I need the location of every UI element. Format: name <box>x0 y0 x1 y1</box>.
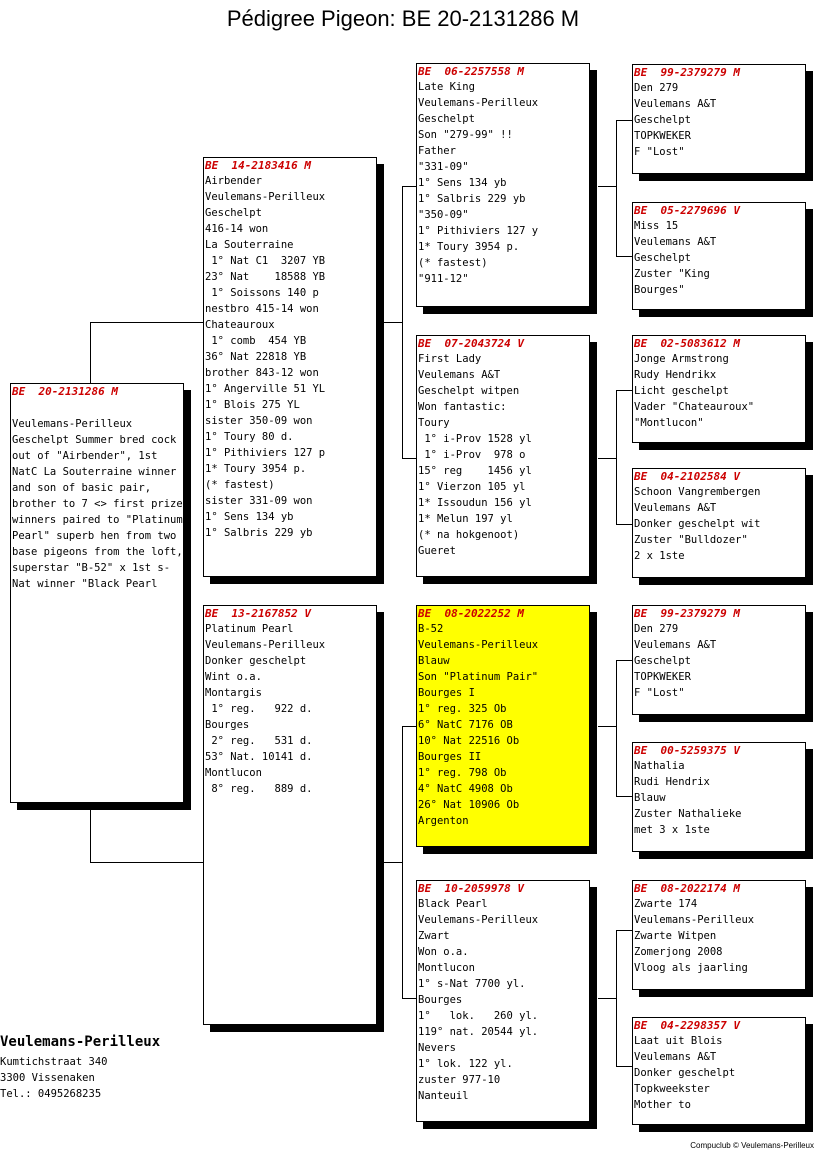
gg-card[interactable] <box>632 742 806 852</box>
text-line: Father <box>418 145 456 157</box>
breeder-phone: Tel.: 0495268235 <box>0 1088 102 1100</box>
text-line: 1° Salbris 229 yb <box>418 193 526 205</box>
gg-card[interactable] <box>632 605 806 715</box>
text-line: 10° Nat 22516 Ob <box>418 735 520 747</box>
text-line: Bourges <box>418 994 463 1006</box>
text-line: 1° s-Nat 7700 yl. <box>418 978 526 990</box>
text-line: Bourges" <box>634 284 685 296</box>
dam-sire-text <box>417 621 589 829</box>
text-line: Veulemans-Perilleux <box>634 914 755 926</box>
text-line: Wint o.a. <box>205 671 262 683</box>
text-line: 8° reg. 889 d. <box>205 783 313 795</box>
breeder-city: 3300 Vissenaken <box>0 1072 95 1084</box>
gg-card[interactable] <box>632 335 806 443</box>
connector <box>402 458 417 459</box>
text-line: F "Lost" <box>634 146 685 158</box>
text-line: "Montlucon" <box>634 417 704 429</box>
text-line: 119° nat. 20544 yl. <box>418 1026 539 1038</box>
text-line: 2° reg. 531 d. <box>205 735 313 747</box>
text-line: 1* Toury 3954 p. <box>205 463 307 475</box>
ring-number: BE 07-2043724 V <box>418 337 524 350</box>
text-line: Black Pearl <box>418 898 488 910</box>
text-line: Geschelpt <box>634 655 691 667</box>
text-line: sister 331-09 won <box>205 495 313 507</box>
text-line: Nathalia <box>634 760 685 772</box>
connector <box>616 390 617 524</box>
connector <box>402 998 417 999</box>
text-line: TOPKWEKER <box>634 130 691 142</box>
ring-number: BE 05-2279696 V <box>634 204 740 217</box>
connector <box>90 322 204 323</box>
ring-number: BE 10-2059978 V <box>418 882 524 895</box>
connector <box>90 862 204 863</box>
text-line: Veulemans-Perilleux <box>205 639 326 651</box>
text-line: Geschelpt witpen <box>418 385 520 397</box>
text-line: Vloog als jaarling <box>634 962 748 974</box>
ring-number: BE 00-5259375 V <box>634 744 740 757</box>
subject-card[interactable] <box>10 383 184 803</box>
text-line: Montlucon <box>205 767 262 779</box>
text-line: Geschelpt <box>418 113 475 125</box>
text-line: met 3 x 1ste <box>634 824 710 836</box>
text-line: 1° comb 454 YB <box>205 335 307 347</box>
text-line: Vader "Chateauroux" <box>634 401 755 413</box>
text-line: Gueret <box>418 545 456 557</box>
ring-number: BE 02-5083612 M <box>634 337 740 350</box>
dam-sire-card[interactable] <box>416 605 590 847</box>
text-line: Zomerjong 2008 <box>634 946 723 958</box>
text-line: Late King <box>418 81 475 93</box>
text-line: Laat uit Blois <box>634 1035 723 1047</box>
text-line: 2 x 1ste <box>634 550 685 562</box>
connector <box>616 930 632 931</box>
text-line: 1° reg. 798 Ob <box>418 767 507 779</box>
text-line: Montargis <box>205 687 262 699</box>
text-line: Zuster "Bulldozer" <box>634 534 748 546</box>
text-line: Zwarte 174 <box>634 898 698 910</box>
text-line: Jonge Armstrong <box>634 353 729 365</box>
text-line: 1° Sens 134 yb <box>205 511 294 523</box>
ring-number: BE 06-2257558 M <box>418 65 524 78</box>
text-line: 1° lok. 122 yl. <box>418 1058 513 1070</box>
text-line: 1° Angerville 51 YL <box>205 383 326 395</box>
text-line: Bourges I <box>418 687 475 699</box>
text-line: Veulemans-Perilleux <box>418 97 539 109</box>
breeder-street: Kumtichstraat 340 <box>0 1056 108 1068</box>
text-line: Won o.a. <box>418 946 469 958</box>
ring-number: BE 14-2183416 M <box>205 159 311 172</box>
text-line: Veulemans A&T <box>634 236 717 248</box>
text-line: 1* Issoudun 156 yl <box>418 497 532 509</box>
connector <box>616 120 632 121</box>
text-line: 1° reg. 922 d. <box>205 703 313 715</box>
text-line: 1° reg. 325 Ob <box>418 703 507 715</box>
text-line: Rudi Hendrix <box>634 776 710 788</box>
text-line: 1* Melun 197 yl <box>418 513 513 525</box>
text-line: Donker geschelpt <box>205 655 307 667</box>
connector <box>616 524 632 525</box>
text-line: "911-12" <box>418 273 469 285</box>
text-line: Schoon Vangrembergen <box>634 486 761 498</box>
text-line: 1° Toury 80 d. <box>205 431 294 443</box>
text-line: Donker geschelpt <box>634 1067 736 1079</box>
text-line: 53° Nat. 10141 d. <box>205 751 313 763</box>
text-line: Geschelpt <box>634 252 691 264</box>
text-line: 15° reg 1456 yl <box>418 465 532 477</box>
gg-text <box>633 621 805 701</box>
text-line: Toury <box>418 417 450 429</box>
text-line: 1° Sens 134 yb <box>418 177 507 189</box>
text-line: Licht geschelpt <box>634 385 729 397</box>
page-title: Pédigree Pigeon: BE 20-2131286 M <box>226 6 580 31</box>
text-line: brother 843-12 won <box>205 367 319 379</box>
sire-text <box>204 173 376 541</box>
text-line: sister 350-09 won <box>205 415 313 427</box>
text-line: Platinum Pearl <box>205 623 294 635</box>
text-line: Blauw <box>418 655 450 667</box>
ring-number: BE 99-2379279 M <box>634 607 740 620</box>
text-line: 1° Soissons 140 p <box>205 287 319 299</box>
gg-card[interactable] <box>632 880 806 990</box>
text-line: Zuster Nathalieke <box>634 808 742 820</box>
text-line: zuster 977-10 <box>418 1074 501 1086</box>
text-line: (* fastest) <box>205 479 275 491</box>
text-line: 6° NatC 7176 OB <box>418 719 513 731</box>
text-line: Bourges II <box>418 751 482 763</box>
text-line: 1° Blois 275 YL <box>205 399 300 411</box>
gg-text <box>633 80 805 160</box>
dam-text <box>204 621 376 797</box>
connector <box>616 660 632 661</box>
text-line: nestbro 415-14 won <box>205 303 319 315</box>
connector <box>384 862 403 863</box>
gg-text <box>633 896 805 976</box>
gg-text <box>633 1033 805 1113</box>
sire-dam-card[interactable] <box>416 335 590 577</box>
text-line: First Lady <box>418 353 482 365</box>
ring-number: BE 08-2022174 M <box>634 882 740 895</box>
text-line: 1* Toury 3954 p. <box>418 241 520 253</box>
sire-dam-text <box>417 351 589 559</box>
text-line: Veulemans-Perilleux <box>418 639 539 651</box>
text-line: 4° NatC 4908 Ob <box>418 783 513 795</box>
sire-sire-text <box>417 79 589 287</box>
subject-text: Veulemans-Perilleux Geschelpt Summer bred cock out of "Airbender", 1st NatC La Souterraine winner and son of basic pair, brother to 7 <> first prize winners paired to "Platinum Pearl" superb hen from two base pigeons from the loft, superstar "B-52" x 1st s-Nat winner "Black Pearl <box>12 418 183 590</box>
gg-card[interactable] <box>632 202 806 310</box>
ring-number: BE 04-2298357 V <box>634 1019 740 1032</box>
connector <box>598 186 617 187</box>
breeder-name: Veulemans-Perilleux <box>0 1034 161 1050</box>
connector <box>598 458 617 459</box>
sire-card[interactable] <box>203 157 377 577</box>
text-line: Den 279 <box>634 623 679 635</box>
ring-number: BE 99-2379279 M <box>634 66 740 79</box>
connector <box>616 390 632 391</box>
text-line: Mother to <box>634 1099 691 1111</box>
connector <box>402 726 417 727</box>
text-line: 1° Salbris 229 yb <box>205 527 313 539</box>
text-line: 1° i-Prov 1528 yl <box>418 433 532 445</box>
text-line: Veulemans A&T <box>418 369 501 381</box>
connector <box>402 186 417 187</box>
text-line: 36° Nat 22818 YB <box>205 351 307 363</box>
text-line: Nanteuil <box>418 1090 469 1102</box>
gg-card[interactable] <box>632 1017 806 1125</box>
footer-credit: Compuclub © Veulemans-Perilleux <box>690 1141 814 1150</box>
text-line: F "Lost" <box>634 687 685 699</box>
gg-text <box>633 484 805 564</box>
dam-card[interactable] <box>203 605 377 1025</box>
text-line: 26° Nat 10906 Ob <box>418 799 520 811</box>
text-line: Son "279-99" !! <box>418 129 513 141</box>
text-line: Nevers <box>418 1042 456 1054</box>
text-line: Bourges <box>205 719 250 731</box>
text-line: 416-14 won <box>205 223 269 235</box>
text-line: Veulemans-Perilleux <box>205 191 326 203</box>
dam-dam-text <box>417 896 589 1104</box>
text-line: Veulemans A&T <box>634 98 717 110</box>
text-line: Den 279 <box>634 82 679 94</box>
ring-number: BE 08-2022252 M <box>418 607 524 620</box>
text-line: "331-09" <box>418 161 469 173</box>
text-line: Veulemans A&T <box>634 502 717 514</box>
ring-number: BE 04-2102584 V <box>634 470 740 483</box>
text-line: 1° Nat C1 3207 YB <box>205 255 326 267</box>
text-line: B-52 <box>418 623 444 635</box>
text-line: Argenton <box>418 815 469 827</box>
text-line: Veulemans-Perilleux <box>418 914 539 926</box>
text-line: 1° i-Prov 978 o <box>418 449 526 461</box>
text-line: TOPKWEKER <box>634 671 691 683</box>
text-line: Topkweekster <box>634 1083 710 1095</box>
gg-text <box>633 218 805 298</box>
connector <box>598 998 617 999</box>
text-line: "350-09" <box>418 209 469 221</box>
breeder-info <box>0 1034 160 1102</box>
text-line: Donker geschelpt wit <box>634 518 761 530</box>
gg-text <box>633 351 805 431</box>
text-line: Chateauroux <box>205 319 275 331</box>
ring-number: BE 13-2167852 V <box>205 607 311 620</box>
text-line: Zwart <box>418 930 450 942</box>
dam-dam-card[interactable] <box>416 880 590 1122</box>
text-line: Geschelpt <box>205 207 262 219</box>
text-line: Blauw <box>634 792 666 804</box>
connector <box>384 322 403 323</box>
text-line: Veulemans A&T <box>634 1051 717 1063</box>
text-line: Son "Platinum Pair" <box>418 671 539 683</box>
gg-card[interactable] <box>632 64 806 174</box>
connector <box>616 256 632 257</box>
text-line: (* fastest) <box>418 257 488 269</box>
connector <box>616 660 617 796</box>
ring-number: BE 20-2131286 M <box>12 385 118 398</box>
gg-text <box>633 758 805 838</box>
text-line: Rudy Hendrikx <box>634 369 717 381</box>
text-line: Zuster "King <box>634 268 710 280</box>
text-line: Airbender <box>205 175 262 187</box>
text-line: La Souterraine <box>205 239 294 251</box>
text-line: 1° Vierzon 105 yl <box>418 481 526 493</box>
text-line: Geschelpt <box>634 114 691 126</box>
text-line: (* na hokgenoot) <box>418 529 520 541</box>
text-line: 1° Pithiviers 127 y <box>418 225 539 237</box>
connector <box>598 726 617 727</box>
text-line: Zwarte Witpen <box>634 930 717 942</box>
text-line: 1° Pithiviers 127 p <box>205 447 326 459</box>
connector <box>616 120 617 256</box>
text-line: Montlucon <box>418 962 475 974</box>
text-line: 23° Nat 18588 YB <box>205 271 326 283</box>
sire-sire-card[interactable] <box>416 63 590 307</box>
text-line: Miss 15 <box>634 220 679 232</box>
text-line: Won fantastic: <box>418 401 507 413</box>
text-line: 1° lok. 260 yl. <box>418 1010 539 1022</box>
connector <box>616 1066 632 1067</box>
gg-card[interactable] <box>632 468 806 578</box>
connector <box>616 796 632 797</box>
text-line: Veulemans A&T <box>634 639 717 651</box>
